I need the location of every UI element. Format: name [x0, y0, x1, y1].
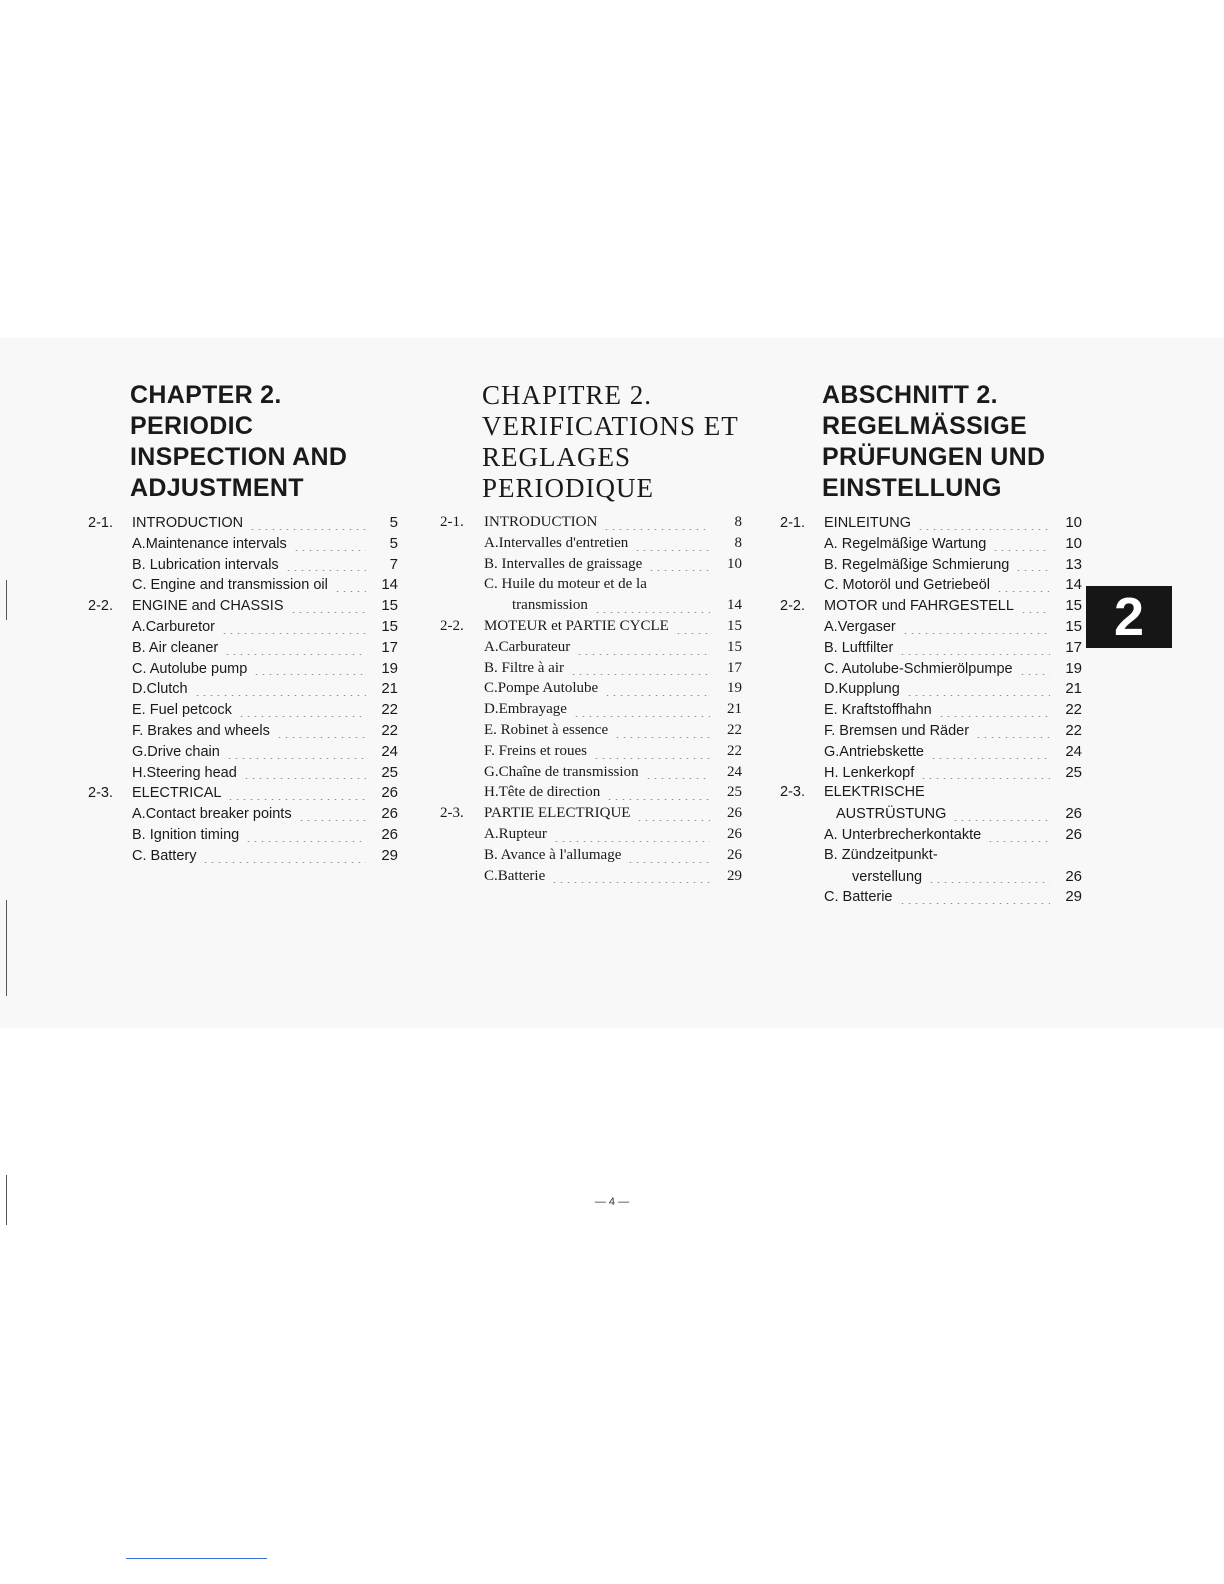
chapter-title-french	[482, 380, 742, 504]
toc-entry	[780, 805, 1082, 826]
page-ref: 5	[389, 534, 398, 552]
chapter-title-german	[822, 380, 1082, 504]
page-ref: 22	[727, 742, 742, 759]
page-ref: 25	[727, 784, 742, 801]
entry-label: B. Filtre à air	[484, 659, 564, 676]
entry-label: E. Fuel petcock	[132, 702, 232, 719]
page-ref: 17	[1065, 638, 1082, 656]
dot-leader	[553, 841, 710, 842]
title-line: PRÜFUNGEN UND	[822, 443, 1046, 471]
dot-leader	[227, 799, 366, 800]
title-line: EINSTELLUNG	[822, 474, 1002, 502]
toc-entry	[88, 597, 398, 618]
entry-label: E. Kraftstoffhahn	[824, 702, 932, 719]
page-ref: 14	[381, 576, 398, 594]
toc-entry	[440, 535, 742, 556]
dot-leader	[603, 529, 710, 530]
entry-label: MOTOR und FAHRGESTELL	[824, 598, 1014, 615]
page-ref: 14	[727, 597, 742, 614]
page-ref: 19	[1065, 659, 1082, 677]
entry-label: INTRODUCTION	[484, 514, 598, 530]
dot-leader	[627, 862, 710, 863]
page-ref: 21	[1065, 680, 1082, 698]
toc-entry	[88, 639, 398, 660]
toc-entry	[780, 764, 1082, 785]
dot-leader	[221, 633, 366, 634]
section-number: 2-1.	[440, 514, 464, 530]
toc-entry	[88, 701, 398, 722]
dot-leader	[194, 695, 366, 696]
toc-entry	[440, 743, 742, 764]
entry-label: A.Vergaser	[824, 618, 896, 635]
page-ref: 22	[727, 721, 742, 738]
dot-leader	[298, 820, 366, 821]
entry-label: C.Pompe Autolube	[484, 680, 599, 697]
entry-label: F. Brakes and wheels	[132, 722, 270, 739]
page-ref: 21	[727, 701, 742, 718]
title-line: REGLAGES	[482, 442, 631, 472]
entry-label: transmission	[512, 597, 588, 614]
scan-edge-mark	[6, 900, 7, 996]
page-ref: 24	[1065, 742, 1082, 760]
dot-leader	[594, 612, 710, 613]
dot-leader	[334, 591, 366, 592]
section-number: 2-2.	[88, 598, 113, 615]
toc-entry	[88, 680, 398, 701]
toc-entry	[88, 805, 398, 826]
page-ref: 15	[727, 638, 742, 655]
dot-leader	[570, 674, 710, 675]
dot-leader	[920, 778, 1050, 779]
page-ref: 26	[727, 825, 742, 842]
entry-label: EINLEITUNG	[824, 515, 912, 531]
page-ref: 17	[381, 638, 398, 656]
toc-entry	[780, 743, 1082, 764]
page-ref: 21	[381, 680, 398, 698]
dot-leader	[551, 882, 710, 883]
entry-label: A.Intervalles d'entretien	[484, 534, 629, 551]
toc-entry	[780, 660, 1082, 681]
page-ref: 26	[1065, 825, 1082, 843]
dot-leader	[917, 529, 1050, 530]
column-english	[88, 380, 398, 868]
dot-leader	[604, 695, 710, 696]
toc-french	[440, 514, 742, 888]
toc-entry	[780, 888, 1082, 909]
page-ref: 15	[1065, 597, 1082, 615]
toc-entry	[88, 722, 398, 743]
toc-entry	[440, 618, 742, 639]
toc-entry	[780, 722, 1082, 743]
entry-label: ENGINE and CHASSIS	[132, 598, 284, 615]
page-ref: 8	[734, 514, 742, 530]
dot-leader	[293, 550, 366, 551]
toc-entry	[780, 847, 1082, 868]
entry-label: ELEKTRISCHE	[824, 784, 925, 801]
toc-entry	[780, 618, 1082, 639]
entry-label: AUSTRÜSTUNG	[836, 806, 947, 823]
page-ref: 8	[734, 534, 742, 551]
footer-rule	[126, 1558, 267, 1559]
dot-leader	[899, 654, 1050, 655]
toc-entry	[780, 680, 1082, 701]
toc-entry	[440, 680, 742, 701]
dot-leader	[636, 820, 710, 821]
toc-entry	[780, 701, 1082, 722]
page-ref: 10	[1065, 514, 1082, 531]
entry-label: A. Unterbrecherkontakte	[824, 826, 982, 843]
section-number: 2-3.	[440, 805, 464, 822]
page-ref: 22	[1065, 721, 1082, 739]
dot-leader	[675, 633, 710, 634]
page-ref: 26	[727, 846, 742, 863]
page-ref: 26	[381, 805, 398, 823]
toc-entry	[88, 784, 398, 805]
dot-leader	[253, 674, 366, 675]
page-ref: 15	[381, 617, 398, 635]
dot-leader	[243, 778, 366, 779]
section-number: 2-2.	[440, 617, 464, 634]
toc-entry	[440, 847, 742, 868]
entry-label: C. Autolube-Schmierölpumpe	[824, 660, 1013, 677]
toc-entry	[88, 556, 398, 577]
section-number: 2-3.	[780, 784, 805, 801]
entry-label: C. Motoröl und Getriebeöl	[824, 577, 991, 594]
title-line: PERIODIQUE	[482, 473, 654, 503]
entry-label: C.Batterie	[484, 867, 546, 884]
title-line: CHAPTER 2.	[130, 381, 282, 409]
entry-label: C. Huile du moteur et de la	[484, 576, 647, 593]
toc-entry	[440, 556, 742, 577]
entry-label: C. Battery	[132, 847, 197, 864]
page-ref: 19	[727, 680, 742, 697]
dot-leader	[593, 758, 710, 759]
entry-label: A.Maintenance intervals	[132, 535, 287, 552]
dot-leader	[573, 716, 710, 717]
page-ref: 10	[1065, 534, 1082, 552]
page-ref: 17	[727, 659, 742, 676]
toc-german	[780, 514, 1082, 909]
title-line: INSPECTION AND	[130, 443, 348, 471]
dot-leader	[290, 612, 367, 613]
entry-label: H. Lenkerkopf	[824, 764, 915, 781]
toc-entry	[440, 868, 742, 889]
column-german	[780, 380, 1082, 909]
page-ref: 29	[1065, 888, 1082, 906]
entry-label: B. Lubrication intervals	[132, 556, 279, 573]
page-ref: 26	[1065, 805, 1082, 823]
entry-label: B. Regelmäßige Schmierung	[824, 556, 1010, 573]
entry-label: E. Robinet à essence	[484, 721, 609, 738]
toc-entry	[440, 639, 742, 660]
page-ref: 26	[1065, 867, 1082, 885]
dot-leader	[238, 716, 366, 717]
title-line: ADJUSTMENT	[130, 474, 304, 502]
entry-label: PARTIE ELECTRIQUE	[484, 805, 631, 822]
page-ref: 24	[727, 763, 742, 780]
dot-leader	[645, 778, 710, 779]
page-ref: 29	[727, 867, 742, 884]
toc-entry	[440, 826, 742, 847]
toc-entry	[88, 743, 398, 764]
dot-leader	[930, 758, 1050, 759]
entry-label: B. Avance à l'allumage	[484, 846, 622, 863]
page-number: — 4 —	[594, 1196, 630, 1208]
dot-leader	[952, 820, 1050, 821]
dot-leader	[285, 570, 366, 571]
page-ref: 22	[1065, 701, 1082, 719]
column-french	[440, 380, 742, 888]
toc-entry	[88, 514, 398, 535]
toc-entry	[440, 701, 742, 722]
toc-entry	[440, 660, 742, 681]
toc-entry	[440, 722, 742, 743]
dot-leader	[1015, 570, 1050, 571]
section-number: 2-3.	[88, 785, 113, 802]
page-ref: 15	[381, 597, 398, 615]
dot-leader	[928, 882, 1050, 883]
toc-entry	[440, 514, 742, 535]
dot-leader	[224, 654, 366, 655]
dot-leader	[902, 633, 1050, 634]
dot-leader	[614, 737, 710, 738]
dot-leader	[226, 758, 366, 759]
entry-label: B. Ignition timing	[132, 826, 240, 843]
toc-entry	[88, 660, 398, 681]
dot-leader	[576, 654, 710, 655]
page-ref: 7	[389, 555, 398, 573]
entry-label: H.Steering head	[132, 764, 237, 781]
section-number: 2-1.	[780, 515, 805, 531]
toc-entry	[88, 826, 398, 847]
page-ref: 22	[381, 721, 398, 739]
page-ref: 14	[1065, 576, 1082, 594]
section-number: 2-1.	[88, 515, 113, 531]
chapter-title-english	[130, 380, 398, 504]
toc-entry	[780, 576, 1082, 597]
dot-leader	[1019, 674, 1050, 675]
page-ref: 15	[727, 617, 742, 634]
title-line: ABSCHNITT 2.	[822, 381, 998, 409]
dot-leader	[987, 841, 1050, 842]
scan-edge-mark	[6, 1175, 7, 1225]
chapter-tab-marker	[1086, 586, 1172, 648]
toc-entry	[780, 784, 1082, 805]
toc-entry	[780, 639, 1082, 660]
dot-leader	[245, 841, 366, 842]
page-ref: 15	[1065, 617, 1082, 635]
toc-entry	[780, 556, 1082, 577]
entry-label: B. Intervalles de graissage	[484, 555, 643, 572]
title-line: VERIFICATIONS ET	[482, 411, 739, 441]
toc-english	[88, 514, 398, 868]
toc-entry	[88, 764, 398, 785]
entry-label: C. Batterie	[824, 889, 893, 906]
scan-edge-mark	[6, 580, 7, 620]
dot-leader	[249, 529, 366, 530]
chapter-tab-number: 2	[1113, 587, 1145, 647]
toc-entry	[440, 597, 742, 618]
toc-entry	[780, 597, 1082, 618]
entry-label: A.Carburateur	[484, 638, 571, 655]
entry-label: G.Chaîne de transmission	[484, 763, 639, 780]
entry-label: verstellung	[852, 868, 923, 885]
entry-label: D.Clutch	[132, 681, 188, 698]
entry-label: D.Kupplung	[824, 681, 900, 698]
entry-label: A.Carburetor	[132, 618, 216, 635]
page-ref: 26	[727, 805, 742, 822]
toc-entry	[88, 535, 398, 556]
dot-leader	[996, 591, 1050, 592]
entry-label: H.Tête de direction	[484, 784, 601, 801]
toc-entry	[780, 514, 1082, 535]
entry-label: A.Rupteur	[484, 825, 547, 842]
dot-leader	[1020, 612, 1050, 613]
page-ref: 22	[381, 701, 398, 719]
dot-leader	[276, 737, 366, 738]
page-ref: 26	[381, 784, 398, 802]
toc-entry	[440, 764, 742, 785]
entry-label: B. Zündzeitpunkt-	[824, 846, 938, 863]
entry-label: MOTEUR et PARTIE CYCLE	[484, 617, 669, 634]
entry-label: D.Embrayage	[484, 701, 567, 718]
title-line: CHAPITRE 2.	[482, 380, 653, 410]
dot-leader	[899, 903, 1051, 904]
title-line: PERIODIC	[130, 412, 254, 440]
dot-leader	[634, 550, 710, 551]
toc-entry	[780, 535, 1082, 556]
section-number: 2-2.	[780, 598, 805, 615]
toc-entry	[88, 847, 398, 868]
toc-entry	[440, 784, 742, 805]
toc-entry	[440, 805, 742, 826]
page-ref: 29	[381, 846, 398, 864]
entry-label: G.Antriebskette	[824, 743, 924, 760]
entry-label: B. Luftfilter	[824, 639, 894, 656]
entry-label: G.Drive chain	[132, 743, 220, 760]
dot-leader	[202, 862, 366, 863]
dot-leader	[906, 695, 1050, 696]
entry-label: A.Contact breaker points	[132, 806, 292, 823]
page-ref: 26	[381, 825, 398, 843]
page-ref: 5	[389, 514, 398, 531]
page-ref: 25	[1065, 763, 1082, 781]
toc-entry	[440, 576, 742, 597]
page-ref: 25	[381, 763, 398, 781]
entry-label: INTRODUCTION	[132, 515, 244, 531]
dot-leader	[648, 570, 710, 571]
toc-entry	[780, 826, 1082, 847]
toc-entry	[88, 576, 398, 597]
dot-leader	[992, 550, 1050, 551]
dot-leader	[938, 716, 1050, 717]
entry-label: C. Autolube pump	[132, 660, 248, 677]
entry-label: F. Freins et roues	[484, 742, 587, 759]
entry-label: C. Engine and transmission oil	[132, 577, 328, 594]
entry-label: ELECTRICAL	[132, 785, 222, 802]
toc-entry	[88, 618, 398, 639]
toc-entry	[780, 868, 1082, 889]
page-ref: 19	[381, 659, 398, 677]
page-ref: 24	[381, 742, 398, 760]
page-ref: 13	[1065, 555, 1082, 573]
page-ref: 10	[727, 555, 742, 572]
entry-label: B. Air cleaner	[132, 639, 219, 656]
title-line: REGELMÄSSIGE	[822, 412, 1028, 440]
dot-leader	[606, 799, 710, 800]
dot-leader	[975, 737, 1050, 738]
entry-label: F. Bremsen und Räder	[824, 722, 970, 739]
entry-label: A. Regelmäßige Wartung	[824, 535, 987, 552]
